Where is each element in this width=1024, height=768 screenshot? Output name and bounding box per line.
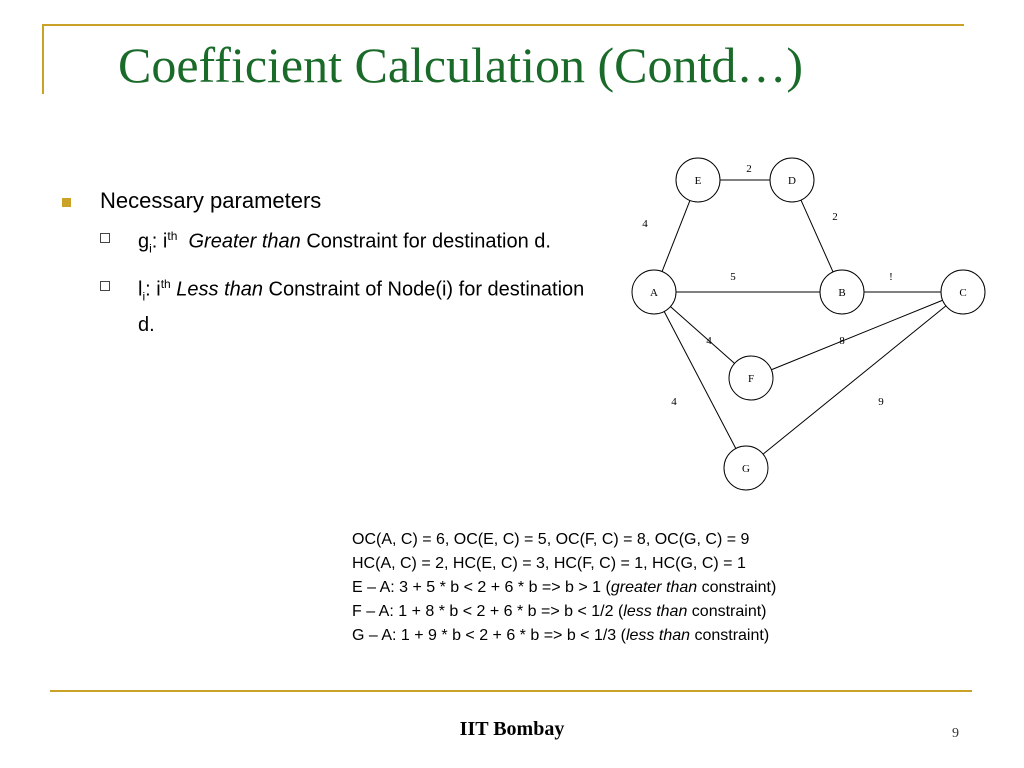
frame-accent-vertical	[42, 26, 44, 94]
l-colon: : i	[145, 278, 161, 301]
hollow-square-bullet-icon	[100, 281, 110, 291]
square-bullet-icon	[62, 198, 71, 207]
footer-institution: IIT Bombay	[459, 718, 565, 740]
edge-weight-a-f: 4	[706, 335, 712, 347]
edge-weight-e-d: 2	[746, 163, 752, 175]
page-number: 9	[952, 726, 959, 741]
calc-line-oc: OC(A, C) = 6, OC(E, C) = 5, OC(F, C) = 8, OC(G, C) = 9	[352, 531, 750, 548]
bullet-necessary-parameters	[62, 186, 602, 216]
calc-line-ea	[352, 576, 776, 600]
footer-divider	[50, 690, 972, 692]
edge-weight-d-b: 2	[832, 211, 838, 223]
calc-line-fa	[352, 600, 776, 624]
edge-f-c	[771, 300, 942, 369]
calc-ea-pre: E – A: 3 + 5 * b < 2 + 6 * b => b > 1 (	[352, 579, 611, 596]
edge-a-f	[670, 307, 734, 364]
node-label-d: D	[788, 175, 796, 187]
edge-weight-b-c: !	[889, 271, 893, 283]
hollow-square-bullet-icon	[100, 233, 110, 243]
calc-ea-post: constraint)	[697, 579, 777, 596]
calc-ga-post: constraint)	[690, 627, 770, 644]
g-emphasis: Greater than	[188, 230, 301, 253]
g-colon: : i	[151, 230, 168, 253]
edge-weight-a-e: 4	[642, 218, 648, 230]
node-label-e: E	[694, 175, 702, 187]
edge-weight-a-g: 4	[671, 396, 677, 408]
edge-a-e	[662, 200, 690, 271]
g-subscript: i	[149, 241, 152, 256]
node-label-g: G	[742, 463, 750, 475]
edge-g-c	[763, 306, 946, 454]
network-graph	[620, 150, 1000, 495]
calc-fa-post: constraint)	[687, 603, 767, 620]
node-label-a: A	[650, 287, 658, 299]
calc-fa-em: less than	[623, 603, 688, 620]
sub-bullet-g	[62, 222, 602, 264]
calculation-block	[352, 528, 776, 648]
calc-line-ga	[352, 624, 776, 648]
g-superscript: th	[167, 229, 178, 243]
frame-accent-top	[42, 24, 964, 26]
calc-line-hc: HC(A, C) = 2, HC(E, C) = 3, HC(F, C) = 1, HC(G, C) = 1	[352, 555, 746, 572]
l-var: l	[138, 278, 143, 301]
sub-bullet-l	[62, 270, 602, 341]
l-subscript: i	[142, 289, 146, 304]
g-var: g	[138, 230, 150, 253]
edge-weight-g-c: 9	[878, 396, 884, 408]
bullet-list	[62, 186, 602, 340]
calc-fa-pre: F – A: 1 + 8 * b < 2 + 6 * b => b < 1/2 (	[352, 603, 624, 620]
l-superscript: th	[160, 276, 171, 291]
node-label-b: B	[838, 287, 846, 299]
edge-d-b	[801, 200, 833, 272]
calc-ga-pre: G – A: 1 + 9 * b < 2 + 6 * b => b < 1/3 (	[352, 627, 626, 644]
calc-ea-em: greater than	[610, 579, 698, 596]
bullet-text: Necessary parameters	[100, 188, 322, 213]
edge-weight-a-b: 5	[730, 271, 736, 283]
calc-ga-em: less than	[625, 627, 691, 644]
g-rest: Constraint for destination d.	[300, 230, 551, 253]
node-label-c: C	[959, 287, 967, 299]
node-label-f: F	[747, 373, 755, 385]
l-rest: Constraint of Node(i) for destination d.	[138, 278, 585, 337]
slide-title: Coefficient Calculation (Contd…)	[118, 37, 804, 93]
l-emphasis: Less than	[176, 278, 263, 301]
edge-weight-f-c: 8	[839, 335, 845, 347]
edge-a-g	[664, 311, 736, 448]
